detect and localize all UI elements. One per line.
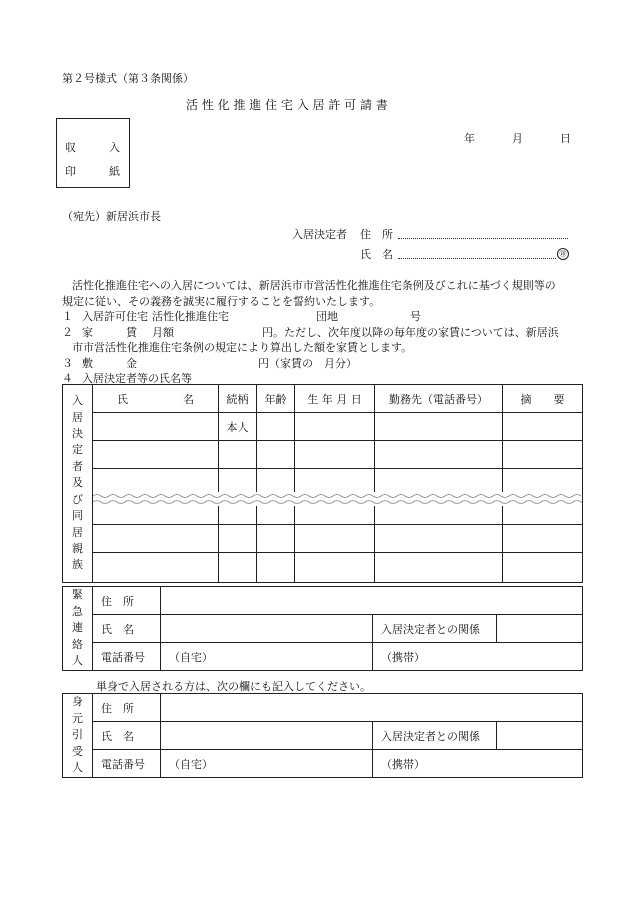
intro-line2: 規定に従い、その義務を誠実に履行することを誓約いたします。 (62, 295, 381, 308)
guarantor-name-label: 氏 名 (93, 722, 161, 750)
cell[interactable] (375, 413, 503, 441)
item4-num: ４ (62, 372, 73, 385)
revenue-stamp-box (56, 118, 130, 188)
item2-num: ２ (62, 326, 73, 339)
cell[interactable] (257, 441, 295, 469)
guarantor-relation-label: 入居決定者との関係 (373, 722, 497, 750)
guarantor-address-label: 住 所 (93, 694, 161, 722)
emergency-name-field[interactable] (161, 615, 373, 643)
item2-text: 円。ただし、次年度以降の毎年度の家賃については、新居浜 (262, 326, 559, 339)
applicant-address-label: 住 所 (360, 228, 393, 241)
item2-text2: 市市営活性化推進住宅条例の規定により算出した額を家賃とします。 (72, 341, 413, 354)
cell[interactable] (503, 525, 583, 553)
emergency-table (62, 586, 583, 671)
item3-label: 敷 金 (82, 357, 137, 370)
form-number: 第２号様式（第３条関係） (62, 72, 194, 85)
emergency-phone-label: 電話番号 (93, 643, 161, 671)
resident-side-label: 入 居 決 定 者 及 び 同 居 親 族 (63, 385, 93, 583)
cell[interactable] (257, 553, 295, 583)
guarantor-relation-field[interactable] (497, 722, 583, 750)
item1-danchi: 団地 (316, 310, 338, 323)
cell[interactable] (295, 441, 375, 469)
item1-label: 入居許可住宅 (82, 310, 148, 323)
header-note: 摘 要 (503, 385, 583, 413)
resident-table (62, 384, 583, 583)
table-row (63, 441, 583, 469)
guarantor-name-field[interactable] (161, 722, 373, 750)
table-row (63, 525, 583, 553)
header-age: 年齢 (257, 385, 295, 413)
emergency-address-field[interactable] (161, 587, 583, 615)
stamp-char: 紙 (109, 165, 120, 178)
cell[interactable] (375, 553, 503, 583)
header-work: 勤務先（電話番号） (375, 385, 503, 413)
guarantor-side-label: 身 元 引 受 人 (63, 694, 93, 778)
intro-line1: 活性化推進住宅への入居については、新居浜市市営活性化推進住宅条例及びこれに基づく規則等の (72, 279, 556, 292)
header-name: 氏 名 (93, 385, 219, 413)
page-title: 活 性 化 推 進 住 宅 入 居 許 可 請 書 (186, 98, 388, 112)
cell[interactable] (295, 525, 375, 553)
date-year: 年 (464, 132, 475, 145)
emergency-relation-label: 入居決定者との関係 (373, 615, 497, 643)
cell[interactable] (295, 553, 375, 583)
single-note: 単身で入居される方は、次の欄にも記入してください。 (96, 680, 371, 693)
table-row (63, 413, 583, 441)
cell[interactable] (375, 525, 503, 553)
table-break-wave (93, 492, 582, 506)
guarantor-address-field[interactable] (161, 694, 583, 722)
emergency-mobile-phone[interactable]: （携帯） (373, 643, 583, 671)
guarantor-mobile-phone[interactable]: （携帯） (373, 750, 583, 778)
cell[interactable] (257, 413, 295, 441)
applicant-label: 入居決定者 (292, 228, 347, 241)
cell[interactable] (257, 525, 295, 553)
item2-monthly: 月額 (152, 326, 174, 339)
cell[interactable] (503, 553, 583, 583)
emergency-name-label: 氏 名 (93, 615, 161, 643)
emergency-side-label: 緊 急 連 絡 人 (63, 587, 93, 671)
header-relation: 続柄 (219, 385, 257, 413)
cell[interactable] (219, 553, 257, 583)
cell[interactable] (219, 525, 257, 553)
stamp-char: 収 (65, 141, 76, 154)
emergency-home-phone[interactable]: （自宅） (161, 643, 373, 671)
item3-num: ３ (62, 357, 73, 370)
item1-num: １ (62, 310, 73, 323)
cell[interactable] (295, 413, 375, 441)
applicant-name-label: 氏 名 (360, 248, 393, 261)
item2-label: 家 賃 (82, 326, 137, 339)
cell[interactable] (503, 441, 583, 469)
emergency-relation-field[interactable] (497, 615, 583, 643)
item1-value: 活性化推進住宅 (152, 310, 229, 323)
item4-label: 入居決定者等の氏名等 (82, 372, 192, 385)
item1-go: 号 (410, 310, 421, 323)
addressee: （宛先）新居浜市長 (62, 210, 161, 223)
table-row (63, 553, 583, 583)
cell[interactable] (375, 441, 503, 469)
stamp-char: 入 (109, 141, 120, 154)
cell[interactable] (503, 413, 583, 441)
self-relation: 本人 (219, 413, 257, 441)
header-birth: 生 年 月 日 (295, 385, 375, 413)
item3-text: 円（家賃の 月分） (258, 357, 357, 370)
guarantor-table (62, 693, 583, 778)
guarantor-home-phone[interactable]: （自宅） (161, 750, 373, 778)
cell[interactable] (93, 413, 219, 441)
cell[interactable] (93, 441, 219, 469)
seal-mark: ㊞ (557, 248, 569, 260)
cell[interactable] (93, 525, 219, 553)
applicant-address-line[interactable] (398, 238, 568, 239)
guarantor-phone-label: 電話番号 (93, 750, 161, 778)
cell[interactable] (219, 441, 257, 469)
emergency-address-label: 住 所 (93, 587, 161, 615)
cell[interactable] (93, 553, 219, 583)
date-day: 日 (560, 132, 571, 145)
stamp-char: 印 (65, 165, 76, 178)
date-month: 月 (512, 132, 523, 145)
applicant-name-line[interactable] (398, 258, 556, 259)
